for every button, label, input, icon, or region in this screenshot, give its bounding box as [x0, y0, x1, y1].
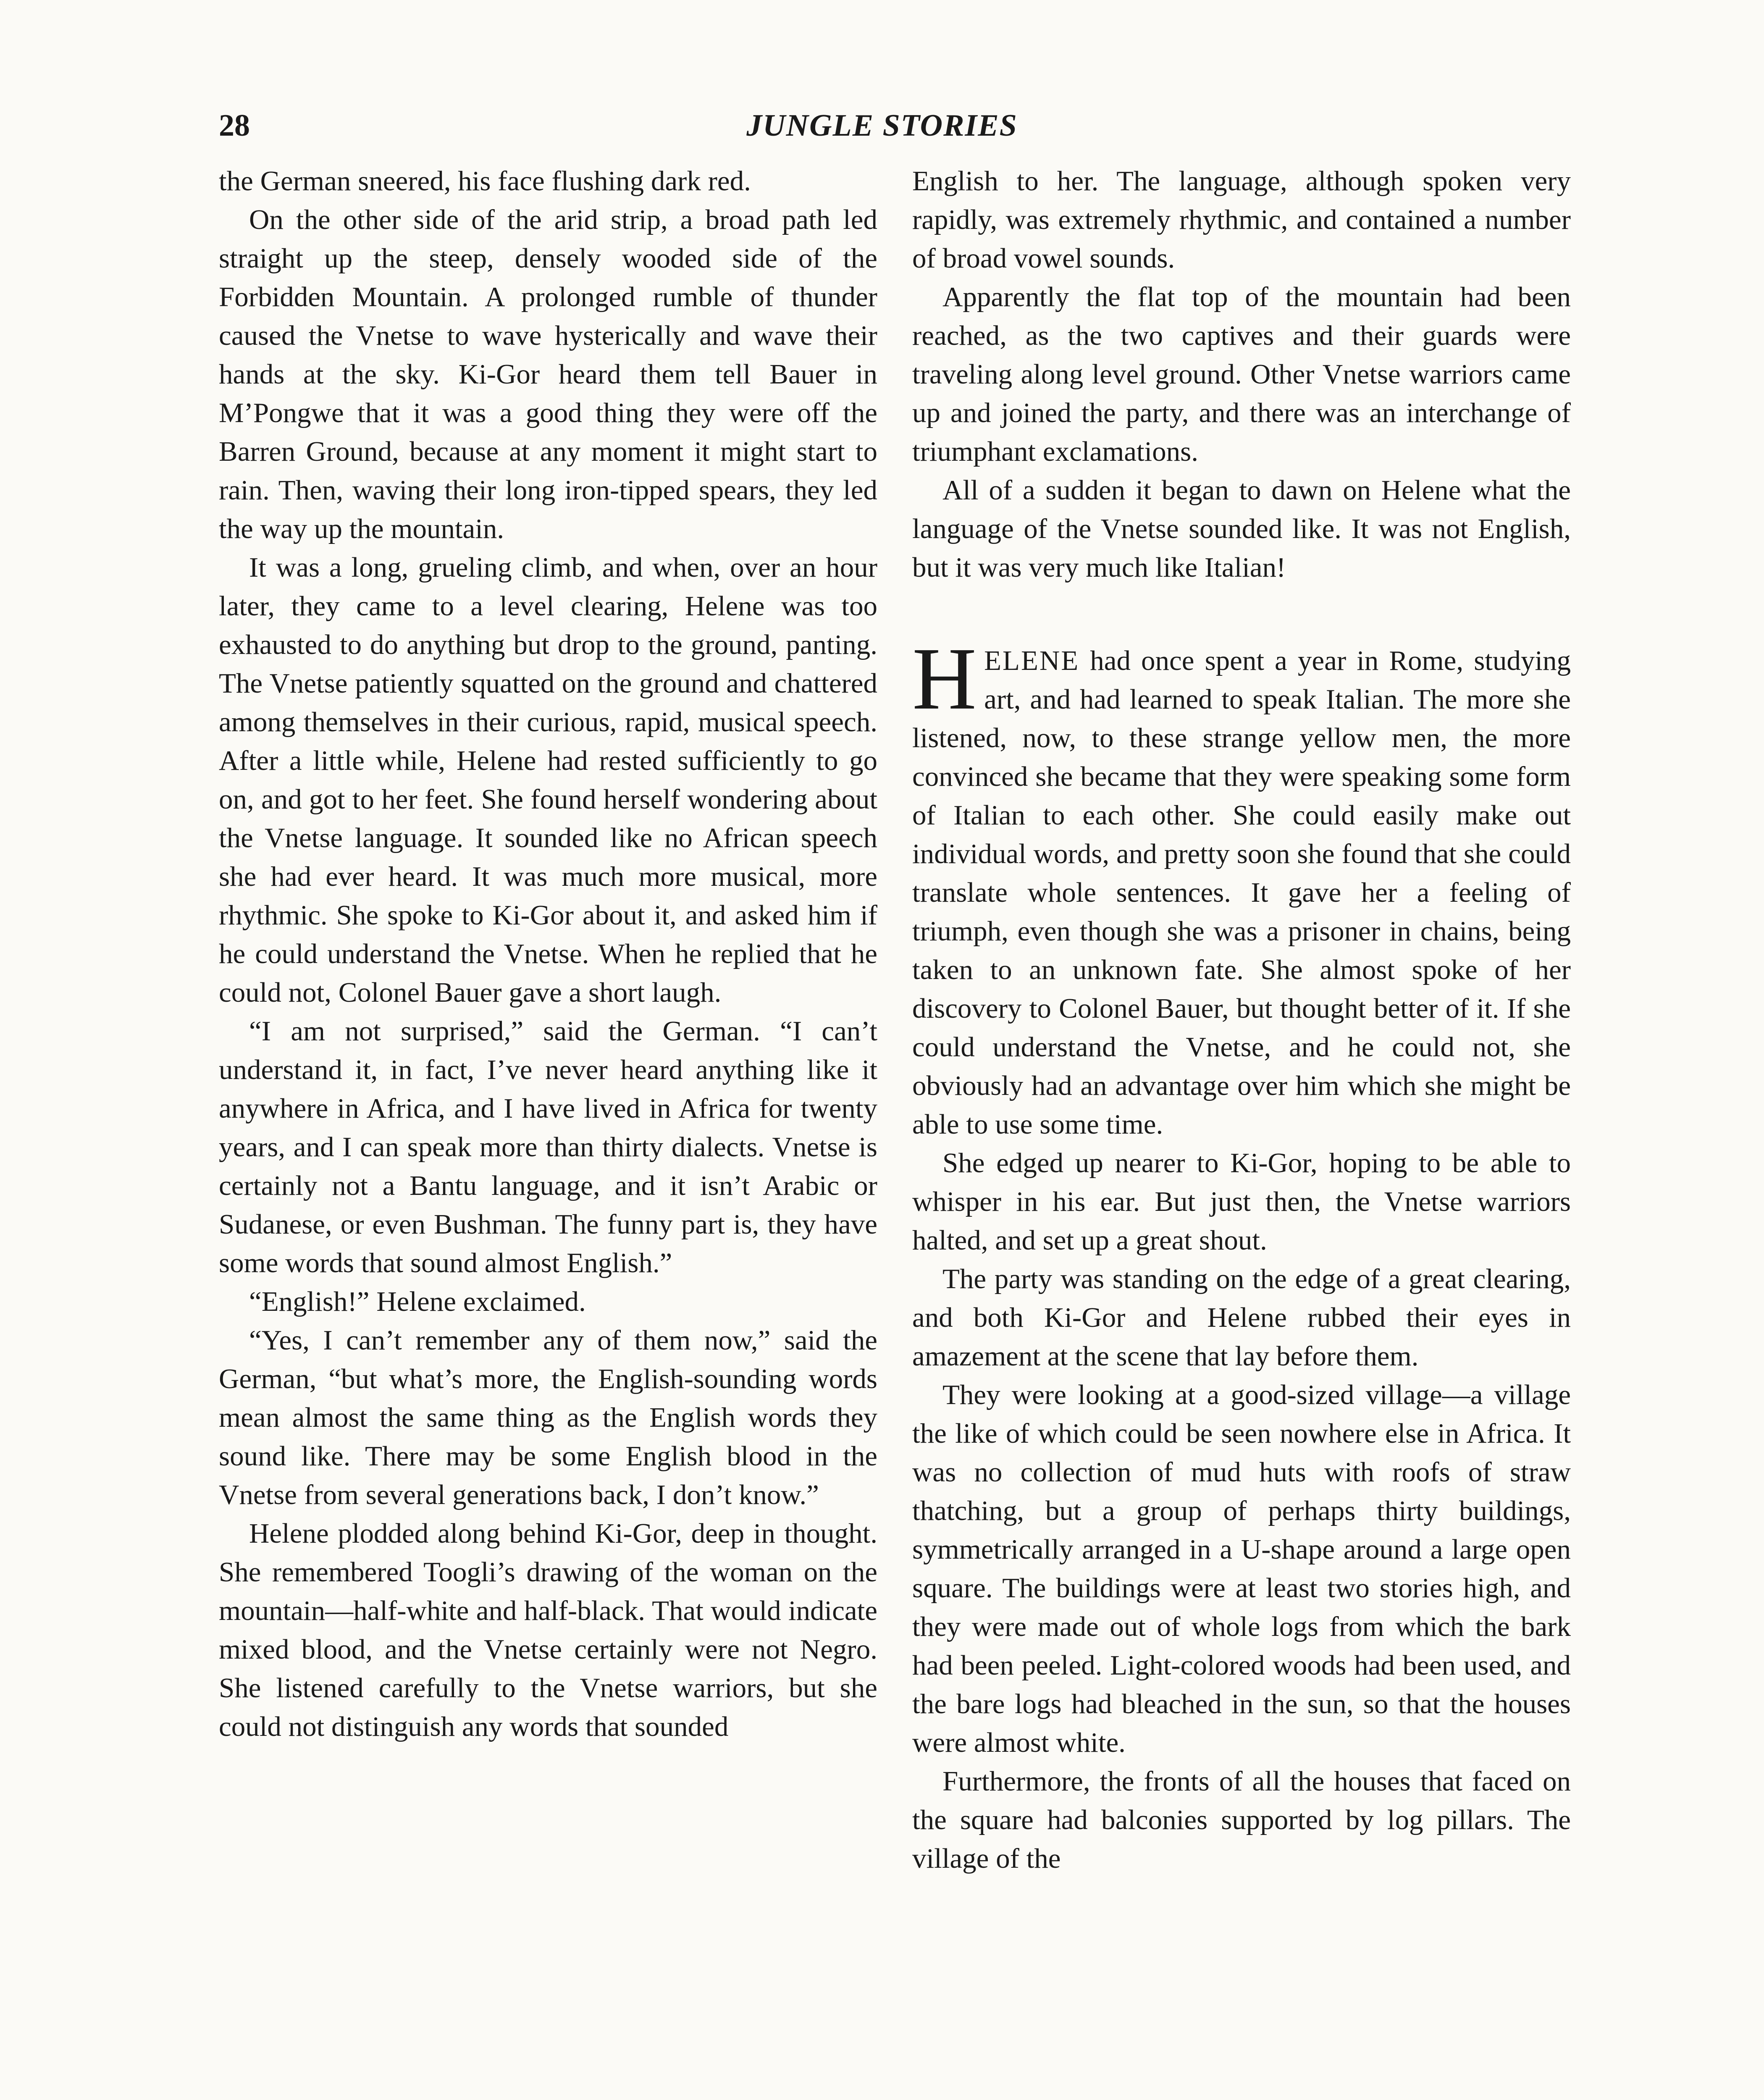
paragraph: All of a sudden it began to dawn on Helene what the language of the Vnetse sounded like. It was not English, but it was very much like Italian! — [912, 475, 1571, 583]
paragraph: the German sneered, his face flushing dark red. — [219, 165, 751, 197]
paragraph: She edged up nearer to Ki-Gor, hoping to be able to whisper in his ear. But just then, the Vnetse warriors halted, and set up a great shout. — [912, 1147, 1571, 1256]
paragraph: “I am not surprised,” said the German. “I can’t understand it, in fact, I’ve never heard anything like it anywhere in Africa, and I have lived in Africa for twenty years, and I can speak more than thirty dialects. Vnetse is certainly not a Bantu language, and it isn’t Arabic or Sudanese, or even Bushman. The funny part is, they have some words that sound almost English.” — [219, 1016, 877, 1278]
paragraph: Furthermore, the fronts of all the houses that faced on the square had balconies supported by log pillars. The village of the — [912, 1766, 1571, 1874]
drop-cap: H — [912, 629, 977, 728]
paragraph: English to her. The language, although spoken very rapidly, was extremely rhythmic, and contained a number of broad vowel sounds. — [912, 165, 1571, 274]
left-column — [219, 162, 877, 1746]
drop-cap-paragraph — [912, 629, 1571, 1144]
paragraph: The party was standing on the edge of a great clearing, and both Ki-Gor and Helene rubbed their eyes in amazement at the scene that lay before them. — [912, 1263, 1571, 1372]
right-column — [912, 162, 1571, 1878]
paragraph: It was a long, grueling climb, and when, over an hour later, they came to a level clearing, Helene was too exhausted to do anything but drop to the ground, panting. The Vnetse patiently squatted on the ground and chattered among themselves in their curious, rapid, musical speech. After a little while, Helene had rested sufficiently to go on, and got to her feet. She found herself wondering about the Vnetse language. It sounded like no African speech she had ever heard. It was much more musical, more rhythmic. She spoke to Ki-Gor about it, and asked him if he could understand the Vnetse. When he replied that he could not, Colonel Bauer gave a short laugh. — [219, 552, 877, 1008]
paragraph: They were looking at a good-sized village—a village the like of which could be seen nowhere else in Africa. It was no collection of mud huts with roofs of straw thatching, but a group of perhaps thirty buildings, symmetrically arranged in a U-shape around a large open square. The buildings were at least two stories high, and they were made out of whole logs from which the bark had been peeled. Light-colored woods had been used, and the bare logs had bleached in the sun, so that the houses were almost white. — [912, 1379, 1571, 1758]
running-title: JUNGLE STORIES — [746, 108, 1018, 143]
section-break — [912, 587, 1571, 641]
paragraph: “English!” Helene exclaimed. — [249, 1286, 586, 1317]
paragraph: “Yes, I can’t remember any of them now,” said the German, “but what’s more, the English-sounding words mean almost the same thing as the English words they sound like. There may be some English blood in the Vnetse from several generations back, I don’t know.” — [219, 1325, 877, 1510]
paragraph: Helene plodded along behind Ki-Gor, deep in thought. She remembered Toogli’s drawing of the woman on the mountain—half-white and half-black. That would indicate mixed blood, and the Vnetse certainly were not Negro. She listened carefully to the Vnetse warriors, but she could not distinguish any words that sounded — [219, 1518, 877, 1742]
drop-cap-paragraph-text: had once spent a year in Rome, studying art, and had learned to speak Italian. The more she listened, now, to these strange yellow men, the more convinced she became that they were speaking some form of Italian to each other. She could easily make out individual words, and pretty soon she found that she could translate whole sentences. It gave her a feeling of triumph, even though she was a prisoner in chains, being taken to an unknown fate. She almost spoke of her discovery to Colonel Bauer, but thought better of it. If she could understand the Vnetse, and he could not, she obviously had an advantage over him which she might be able to use some time. — [912, 645, 1571, 1140]
drop-cap-caps: ELENE — [984, 645, 1080, 676]
paragraph: On the other side of the arid strip, a broad path led straight up the steep, densely wooded side of the Forbidden Mountain. A prolonged rumble of thunder caused the Vnetse to wave hysterically and wave their hands at the sky. Ki-Gor heard them tell Bauer in M’Pongwe that it was a good thing they were off the Barren Ground, because at any moment it might start to rain. Then, waving their long iron-tipped spears, they led the way up the mountain. — [219, 204, 877, 544]
page-number: 28 — [219, 108, 250, 143]
paragraph: Apparently the flat top of the mountain had been reached, as the two captives and their guards were traveling along level ground. Other Vnetse warriors came up and joined the party, and there was an interchange of triumphant exclamations. — [912, 281, 1571, 467]
